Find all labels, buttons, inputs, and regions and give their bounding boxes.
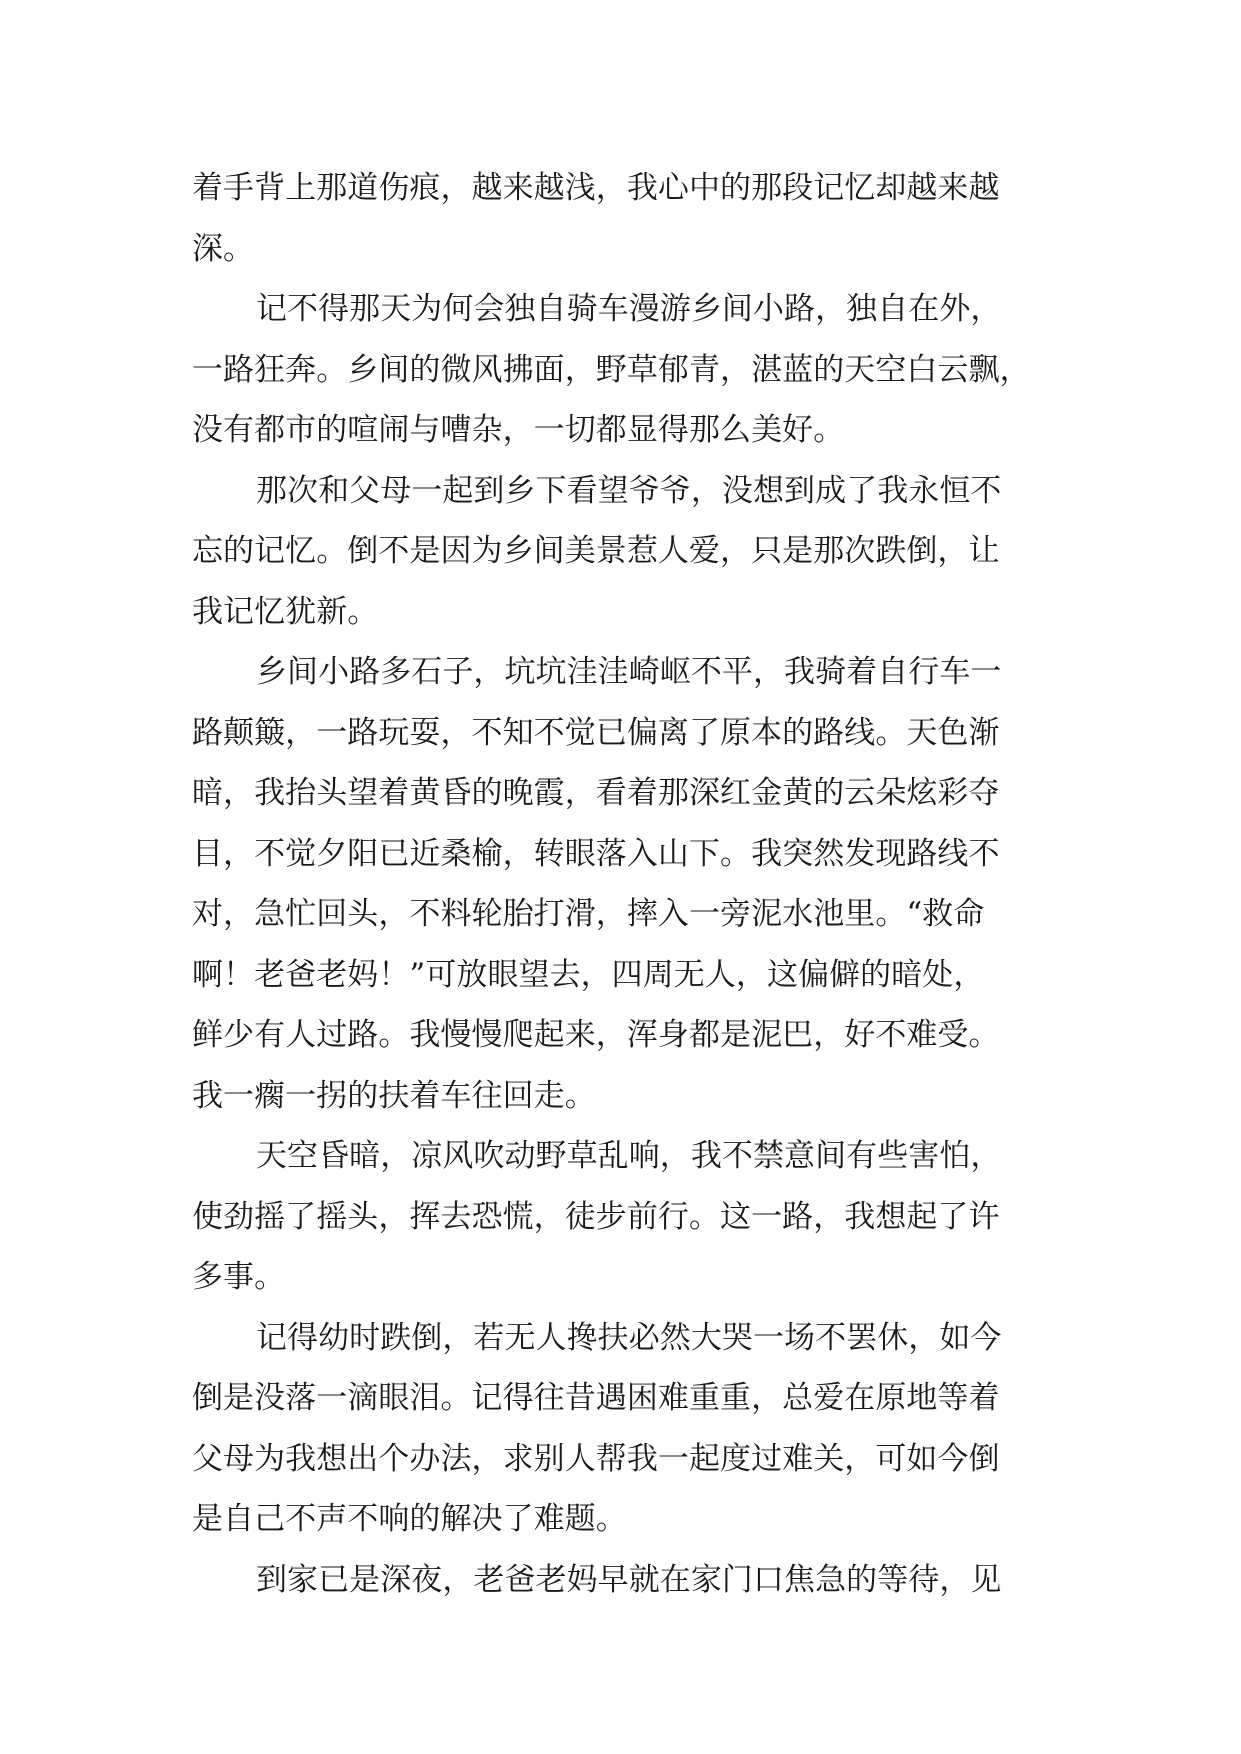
- text-line: 倒是没落一滴眼泪。记得往昔遇困难重重，总爱在原地等着: [192, 1380, 1000, 1416]
- text-line: 我记忆犹新。: [192, 593, 379, 630]
- paragraph-first-line: 到家已是深夜，老爸老妈早就在家门口焦急的等待，见: [256, 1561, 1002, 1598]
- paragraph-first-line: 乡间小路多石子，坑坑洼洼崎岖不平，我骑着自行车一: [256, 654, 1002, 690]
- paragraph-first-line: 那次和父母一起到乡下看望爷爷，没想到成了我永恒不: [256, 472, 1002, 509]
- text-line: 一路狂奔。乡间的微风拂面，野草郁青，湛蓝的天空白云飘，: [192, 351, 1031, 388]
- text-line: 鲜少有人过路。我慢慢爬起来，浑身都是泥巴，好不难受。: [192, 1017, 1000, 1053]
- text-line: 父母为我想出个办法，求别人帮我一起度过难关，可如今倒: [192, 1440, 1000, 1477]
- paragraph-first-line: 天空昏暗，凉风吹动野草乱响，我不禁意间有些害怕，: [256, 1138, 1002, 1174]
- text-line: 没有都市的喧闹与嘈杂，一切都显得那么美好。: [192, 412, 845, 448]
- text-line: 是自己不声不响的解决了难题。: [192, 1501, 627, 1537]
- text-line: 啊！老爸老妈！”可放眼望去，四周无人，这偏僻的暗处，: [192, 956, 985, 993]
- paragraph-first-line: 记不得那天为何会独自骑车漫游乡间小路，独自在外，: [256, 291, 1002, 327]
- text-line: 忘的记忆。倒不是因为乡间美景惹人爱，只是那次跌倒，让: [192, 533, 1000, 569]
- text-line: 路颠簸，一路玩耍，不知不觉已偏离了原本的路线。天色渐: [192, 714, 1000, 751]
- text-line: 我一瘸一拐的扶着车往回走。: [192, 1077, 596, 1114]
- text-line: 目，不觉夕阳已近桑榆，转眼落入山下。我突然发现路线不: [192, 835, 1000, 872]
- paragraph-first-line: 记得幼时跌倒，若无人搀扶必然大哭一场不罢休，如今: [256, 1319, 1002, 1356]
- text-line: 使劲摇了摇头，挥去恐慌，徒步前行。这一路，我想起了许: [192, 1198, 1000, 1235]
- text-line: 着手背上那道伤痕，越来越浅，我心中的那段记忆却越来越: [192, 170, 1000, 206]
- text-line: 对，急忙回头，不料轮胎打滑，摔入一旁泥水池里。“救命: [192, 896, 985, 932]
- text-line: 深。: [192, 230, 255, 267]
- text-line: 暗，我抬头望着黄昏的晚霞，看着那深红金黄的云朵炫彩夺: [192, 775, 1000, 811]
- document-body: [192, 158, 1052, 1610]
- text-line: 多事。: [192, 1259, 286, 1295]
